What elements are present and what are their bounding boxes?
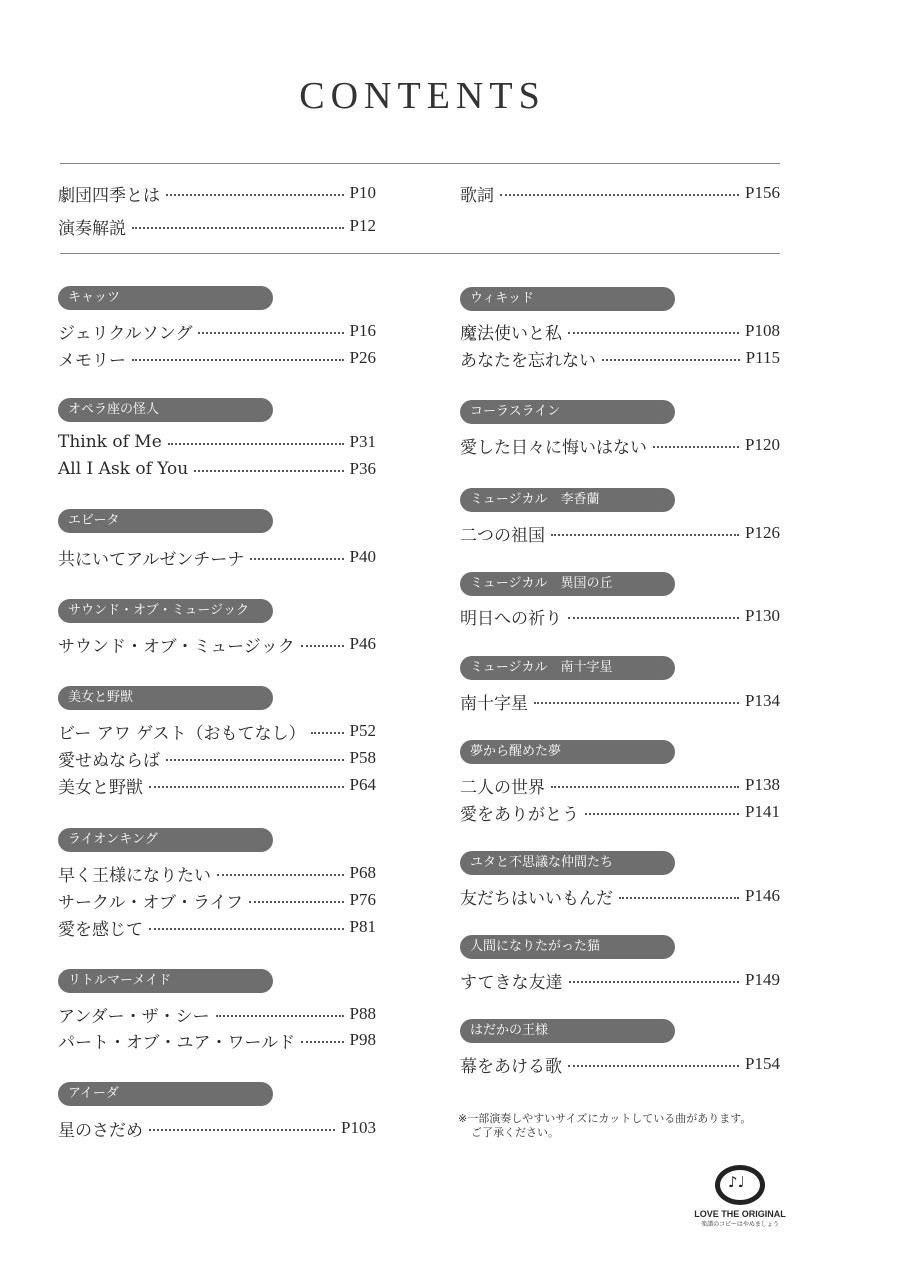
- dot-leader: [534, 702, 739, 704]
- entry-title: 歌詞: [460, 185, 494, 206]
- entry-page: P76: [349, 890, 376, 909]
- entry-page: P16: [349, 321, 376, 340]
- section-header: はだかの王様: [460, 1019, 675, 1043]
- dot-leader: [568, 1065, 739, 1067]
- entry-title: 愛した日々に悔いはない: [460, 437, 647, 458]
- section-header: ライオンキング: [58, 828, 273, 852]
- toc-entry[interactable]: [460, 689, 780, 713]
- love-the-original-logo: [690, 1165, 790, 1228]
- entry-page: P40: [349, 547, 376, 566]
- entry-title: メモリー: [58, 350, 126, 371]
- toc-entry[interactable]: [58, 746, 376, 770]
- toc-entry[interactable]: [58, 319, 376, 343]
- toc-entry[interactable]: [58, 430, 376, 454]
- entry-title: サウンド・オブ・ミュージック: [58, 636, 295, 657]
- dot-leader: [149, 928, 344, 930]
- section-header: アイーダ: [58, 1082, 273, 1106]
- toc-entry[interactable]: [460, 1052, 780, 1076]
- page-title: CONTENTS: [299, 75, 546, 117]
- entry-page: P68: [349, 863, 376, 882]
- dot-leader: [568, 617, 739, 619]
- entry-title: 愛を感じて: [58, 919, 143, 940]
- entry-title: アンダー・ザ・シー: [58, 1006, 210, 1027]
- toc-entry[interactable]: [460, 800, 780, 824]
- toc-entry[interactable]: [460, 346, 780, 370]
- entry-title: ジェリクルソング: [58, 323, 193, 344]
- entry-page: P138: [745, 775, 780, 794]
- entry-title: All I Ask of You: [58, 459, 189, 479]
- dot-leader: [217, 874, 344, 876]
- entry-title: 美女と野獣: [58, 777, 143, 798]
- dot-leader: [132, 227, 344, 229]
- section-header: 夢から醒めた夢: [460, 740, 675, 764]
- toc-entry[interactable]: [58, 888, 376, 912]
- entry-title: 明日への祈り: [460, 608, 562, 629]
- section-header: サウンド・オブ・ミュージック: [58, 599, 273, 623]
- entry-page: P149: [745, 970, 780, 989]
- logo-title: LOVE THE ORIGINAL: [694, 1209, 786, 1219]
- toc-entry[interactable]: [58, 1028, 376, 1052]
- toc-entry[interactable]: [58, 457, 376, 481]
- entry-page: P88: [349, 1004, 376, 1023]
- toc-entry[interactable]: [58, 214, 376, 238]
- toc-entry[interactable]: [58, 915, 376, 939]
- entry-title: 二つの祖国: [460, 525, 545, 546]
- dot-leader: [166, 759, 344, 761]
- toc-entry[interactable]: [58, 1116, 376, 1140]
- toc-entry[interactable]: [460, 773, 780, 797]
- logo-subtitle: 楽譜のコピーはやめましょう: [701, 1221, 779, 1228]
- section-header: 美女と野獣: [58, 686, 273, 710]
- dot-leader: [249, 901, 344, 903]
- section-header: ユタと不思議な仲間たち: [460, 851, 675, 875]
- entry-title: 魔法使いと私: [460, 323, 562, 344]
- toc-entry[interactable]: [460, 433, 780, 457]
- entry-page: P108: [745, 321, 780, 340]
- entry-title: Think of Me: [58, 432, 162, 452]
- toc-entry[interactable]: [460, 604, 780, 628]
- toc-entry[interactable]: [460, 521, 780, 545]
- dot-leader: [311, 732, 343, 734]
- note-line-1: ※一部演奏しやすいサイズにカットしている曲があります。: [458, 1112, 752, 1125]
- divider-bottom: [60, 253, 780, 254]
- entry-title: 共にいてアルゼンチーナ: [58, 549, 245, 570]
- dot-leader: [301, 1041, 343, 1043]
- section-header: コーラスライン: [460, 400, 675, 424]
- toc-entry[interactable]: [460, 319, 780, 343]
- toc-entry[interactable]: [58, 719, 376, 743]
- toc-entry[interactable]: [460, 884, 780, 908]
- toc-entry[interactable]: [58, 773, 376, 797]
- note-line-2: ご了承ください。: [471, 1126, 559, 1139]
- section-header: ウィキッド: [460, 287, 675, 311]
- toc-entry[interactable]: [460, 181, 780, 205]
- section-header: ミュージカル 南十字星: [460, 656, 675, 680]
- dot-leader: [500, 194, 739, 196]
- dot-leader: [551, 534, 739, 536]
- section-header: 人間になりたがった猫: [460, 935, 675, 959]
- entry-page: P98: [349, 1030, 376, 1049]
- entry-page: P115: [745, 348, 780, 367]
- entry-title: すてきな友達: [460, 972, 563, 993]
- entry-title: 星のさだめ: [58, 1120, 143, 1141]
- entry-title: 演奏解説: [58, 218, 126, 239]
- section-header: ミュージカル 異国の丘: [460, 572, 675, 596]
- dot-leader: [569, 981, 740, 983]
- entry-page: P26: [349, 348, 376, 367]
- entry-title: 愛をありがとう: [460, 804, 579, 825]
- entry-page: P130: [745, 606, 780, 625]
- dot-leader: [166, 194, 344, 196]
- toc-entry[interactable]: [460, 968, 780, 992]
- toc-entry[interactable]: [58, 861, 376, 885]
- entry-page: P52: [349, 721, 376, 740]
- divider-top: [60, 163, 780, 164]
- entry-title: サークル・オブ・ライフ: [58, 892, 243, 913]
- entry-page: P12: [349, 216, 376, 235]
- dot-leader: [149, 1129, 335, 1131]
- entry-page: P134: [745, 691, 780, 710]
- entry-title: 早く王様になりたい: [58, 865, 211, 886]
- entry-page: P81: [349, 917, 376, 936]
- section-header: リトルマーメイド: [58, 969, 273, 993]
- entry-page: P10: [349, 183, 376, 202]
- section-header: ミュージカル 李香蘭: [460, 488, 675, 512]
- dot-leader: [619, 897, 739, 899]
- dot-leader: [568, 332, 739, 334]
- dot-leader: [301, 645, 344, 647]
- entry-title: 幕をあける歌: [460, 1056, 562, 1077]
- entry-title: 劇団四季とは: [58, 185, 160, 206]
- dot-leader: [194, 470, 343, 472]
- toc-entry[interactable]: [58, 1002, 376, 1026]
- toc-entry[interactable]: [58, 346, 376, 370]
- toc-entry[interactable]: [58, 181, 376, 205]
- entry-page: P31: [349, 432, 376, 451]
- entry-title: 二人の世界: [460, 777, 545, 798]
- dot-leader: [551, 786, 739, 788]
- dot-leader: [132, 359, 344, 361]
- entry-page: P58: [349, 748, 376, 767]
- entry-page: P146: [745, 886, 780, 905]
- dot-leader: [168, 443, 344, 445]
- toc-entry[interactable]: [58, 632, 376, 656]
- entry-title: あなたを忘れない: [460, 350, 596, 371]
- entry-page: P141: [745, 802, 780, 821]
- note: [458, 1112, 751, 1140]
- dot-leader: [250, 558, 343, 560]
- dot-leader: [653, 446, 739, 448]
- entry-title: 南十字星: [460, 693, 528, 714]
- section-header: オペラ座の怪人: [58, 398, 273, 422]
- entry-page: P64: [349, 775, 376, 794]
- entry-page: P36: [349, 459, 376, 478]
- section-header: キャッツ: [58, 286, 273, 310]
- dot-leader: [216, 1015, 344, 1017]
- toc-entry[interactable]: [58, 545, 376, 569]
- dot-leader: [585, 813, 739, 815]
- smiley-notes-icon: ♪♩: [715, 1165, 765, 1205]
- entry-title: ビー アワ ゲスト（おもてなし）: [58, 723, 306, 744]
- section-header: エビータ: [58, 509, 273, 533]
- dot-leader: [602, 359, 740, 361]
- entry-title: 友だちはいいもんだ: [460, 888, 613, 909]
- entry-title: 愛せぬならば: [58, 750, 160, 771]
- entry-page: P156: [745, 183, 780, 202]
- dot-leader: [198, 332, 343, 334]
- dot-leader: [149, 786, 344, 788]
- entry-page: P46: [349, 634, 376, 653]
- entry-title: パート・オブ・ユア・ワールド: [58, 1032, 296, 1053]
- entry-page: P154: [745, 1054, 780, 1073]
- entry-page: P126: [745, 523, 780, 542]
- entry-page: P103: [341, 1118, 376, 1137]
- entry-page: P120: [745, 435, 780, 454]
